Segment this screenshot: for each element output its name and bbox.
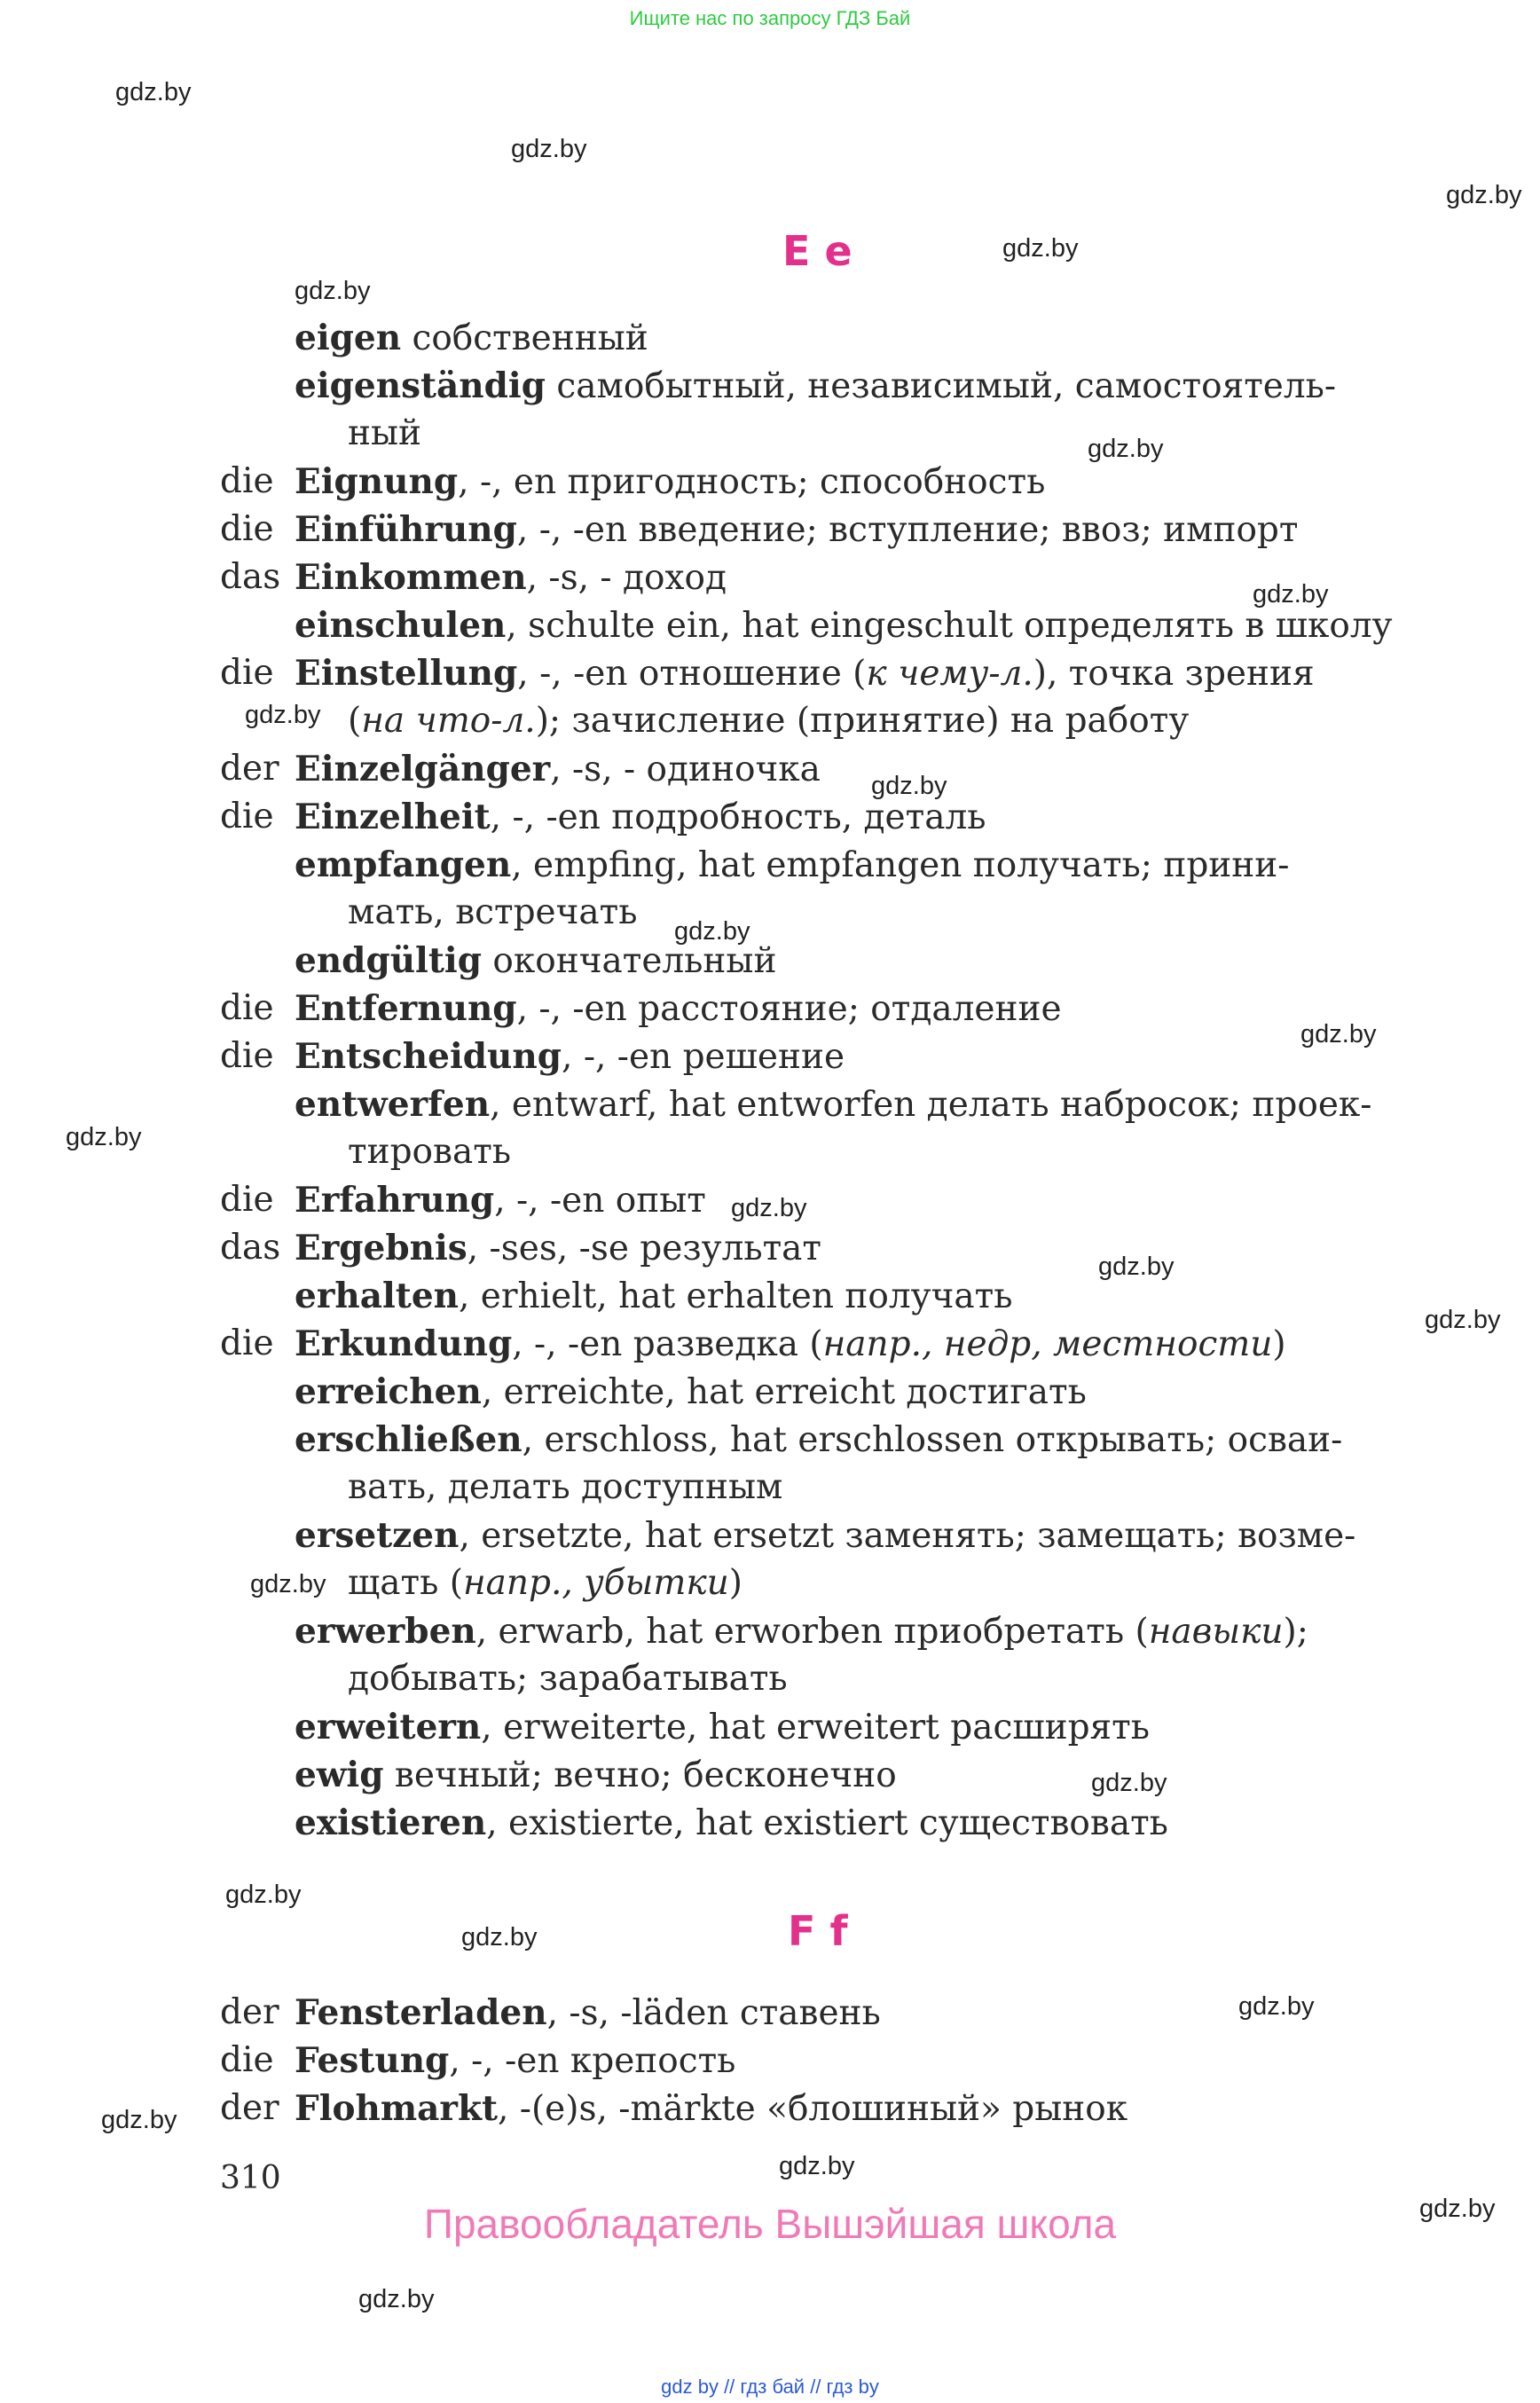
dictionary-entry: die Festung, -, -en крепость xyxy=(220,2040,736,2081)
dictionary-entry: die Erkundung, -, -en разведка (напр., недр, местности) xyxy=(220,1323,1286,1364)
watermark: gdz.by xyxy=(1098,1253,1175,1281)
dictionary-entry-continuation: ный xyxy=(348,413,422,453)
watermark: gdz.by xyxy=(245,701,321,729)
dictionary-entry: eigenständig самобытный, независимый, самостоятель- xyxy=(295,365,1337,406)
watermark: gdz.by xyxy=(66,1123,142,1151)
dictionary-entry: ersetzen, ersetzte, hat ersetzt заменять; замещать; возме- xyxy=(295,1515,1356,1556)
watermark: gdz.by xyxy=(779,2152,855,2180)
dictionary-entry: erwerben, erwarb, hat erworben приобретать (навыки); xyxy=(295,1611,1308,1652)
dictionary-entry: erreichen, erreichte, hat erreicht достигать xyxy=(295,1371,1087,1412)
watermark: gdz.by xyxy=(674,917,750,946)
dictionary-entry-continuation: тировать xyxy=(348,1132,512,1172)
watermark: gdz.by xyxy=(511,135,587,163)
dictionary-entry: ewig вечный; вечно; бесконечно xyxy=(295,1755,897,1795)
copyright-notice: Правообладатель Вышэйшая школа xyxy=(423,2201,1117,2247)
dictionary-entry-continuation: мать, встречать xyxy=(348,892,638,932)
watermark: gdz.by xyxy=(295,277,371,305)
footer-links: gdz by // гдз бай // гдз by xyxy=(661,2376,879,2398)
dictionary-entry: erweitern, erweiterte, hat erweitert расширять xyxy=(295,1707,1150,1747)
watermark: gdz.by xyxy=(1238,1992,1315,2021)
dictionary-entry-continuation: щать (напр., убытки) xyxy=(348,1563,742,1603)
dictionary-entry: eigen собственный xyxy=(295,318,648,358)
dictionary-entry: empfangen, empfing, hat empfangen получать; прини- xyxy=(295,844,1290,885)
page-number: 310 xyxy=(220,2160,281,2196)
dictionary-entry: die Erfahrung, -, -en опыт xyxy=(220,1180,706,1221)
dictionary-entry-continuation: (на что-л.); зачисление (принятие) на работу xyxy=(348,701,1190,741)
watermark: gdz.by xyxy=(1253,580,1329,609)
dictionary-entry: die Einführung, -, -en введение; вступление; ввоз; импорт xyxy=(220,509,1299,550)
watermark: gdz.by xyxy=(225,1881,302,1909)
dictionary-entry: die Entfernung, -, -en расстояние; отдаление xyxy=(220,988,1062,1029)
watermark: gdz.by xyxy=(250,1570,326,1598)
dictionary-entry: entwerfen, entwarf, hat entworfen делать набросок; проек- xyxy=(295,1084,1372,1125)
dictionary-entry: der Fensterladen, -s, -läden ставень xyxy=(220,1992,881,2033)
watermark: gdz.by xyxy=(1088,435,1164,463)
section-letter-e: E e xyxy=(782,227,852,275)
dictionary-entry: die Entscheidung, -, -en решение xyxy=(220,1036,845,1077)
dictionary-entry: das Ergebnis, -ses, -se результат xyxy=(220,1228,821,1268)
watermark: gdz.by xyxy=(731,1194,807,1222)
watermark: gdz.by xyxy=(1002,234,1079,263)
dictionary-entry-continuation: вать, делать доступным xyxy=(348,1467,783,1507)
top-search-banner: Ищите нас по запросу ГДЗ Бай xyxy=(629,7,911,29)
watermark: gdz.by xyxy=(1300,1020,1377,1048)
dictionary-entry: der Flohmarkt, -(e)s, -märkte «блошиный» рынок xyxy=(220,2088,1128,2129)
dictionary-entry-continuation: добывать; зарабатывать xyxy=(348,1659,788,1699)
dictionary-entry: erschließen, erschloss, hat erschlossen открывать; осваи- xyxy=(295,1419,1343,1460)
dictionary-entry: die Einzelheit, -, -en подробность, деталь xyxy=(220,797,986,837)
dictionary-entry: die Einstellung, -, -en отношение (к чему-л.), точка зрения xyxy=(220,653,1315,694)
dictionary-entry: endgültig окончательный xyxy=(295,940,777,981)
watermark: gdz.by xyxy=(461,1923,538,1951)
dictionary-entry: existieren, existierte, hat existiert существовать xyxy=(295,1802,1168,1843)
watermark: gdz.by xyxy=(358,2285,435,2313)
watermark: gdz.by xyxy=(115,78,192,106)
watermark: gdz.by xyxy=(101,2106,177,2134)
watermark: gdz.by xyxy=(1091,1769,1167,1797)
section-letter-f: F f xyxy=(788,1907,848,1955)
dictionary-entry: einschulen, schulte ein, hat eingeschult определять в школу xyxy=(295,605,1393,646)
watermark: gdz.by xyxy=(871,772,947,800)
watermark: gdz.by xyxy=(1446,181,1522,209)
watermark: gdz.by xyxy=(1419,2195,1496,2223)
dictionary-entry: das Einkommen, -s, - доход xyxy=(220,557,727,598)
watermark: gdz.by xyxy=(1425,1306,1501,1334)
dictionary-entry: die Eignung, -, en пригодность; способность xyxy=(220,461,1046,502)
dictionary-entry: der Einzelgänger, -s, - одиночка xyxy=(220,749,821,789)
dictionary-entry: erhalten, erhielt, hat erhalten получать xyxy=(295,1276,1013,1316)
